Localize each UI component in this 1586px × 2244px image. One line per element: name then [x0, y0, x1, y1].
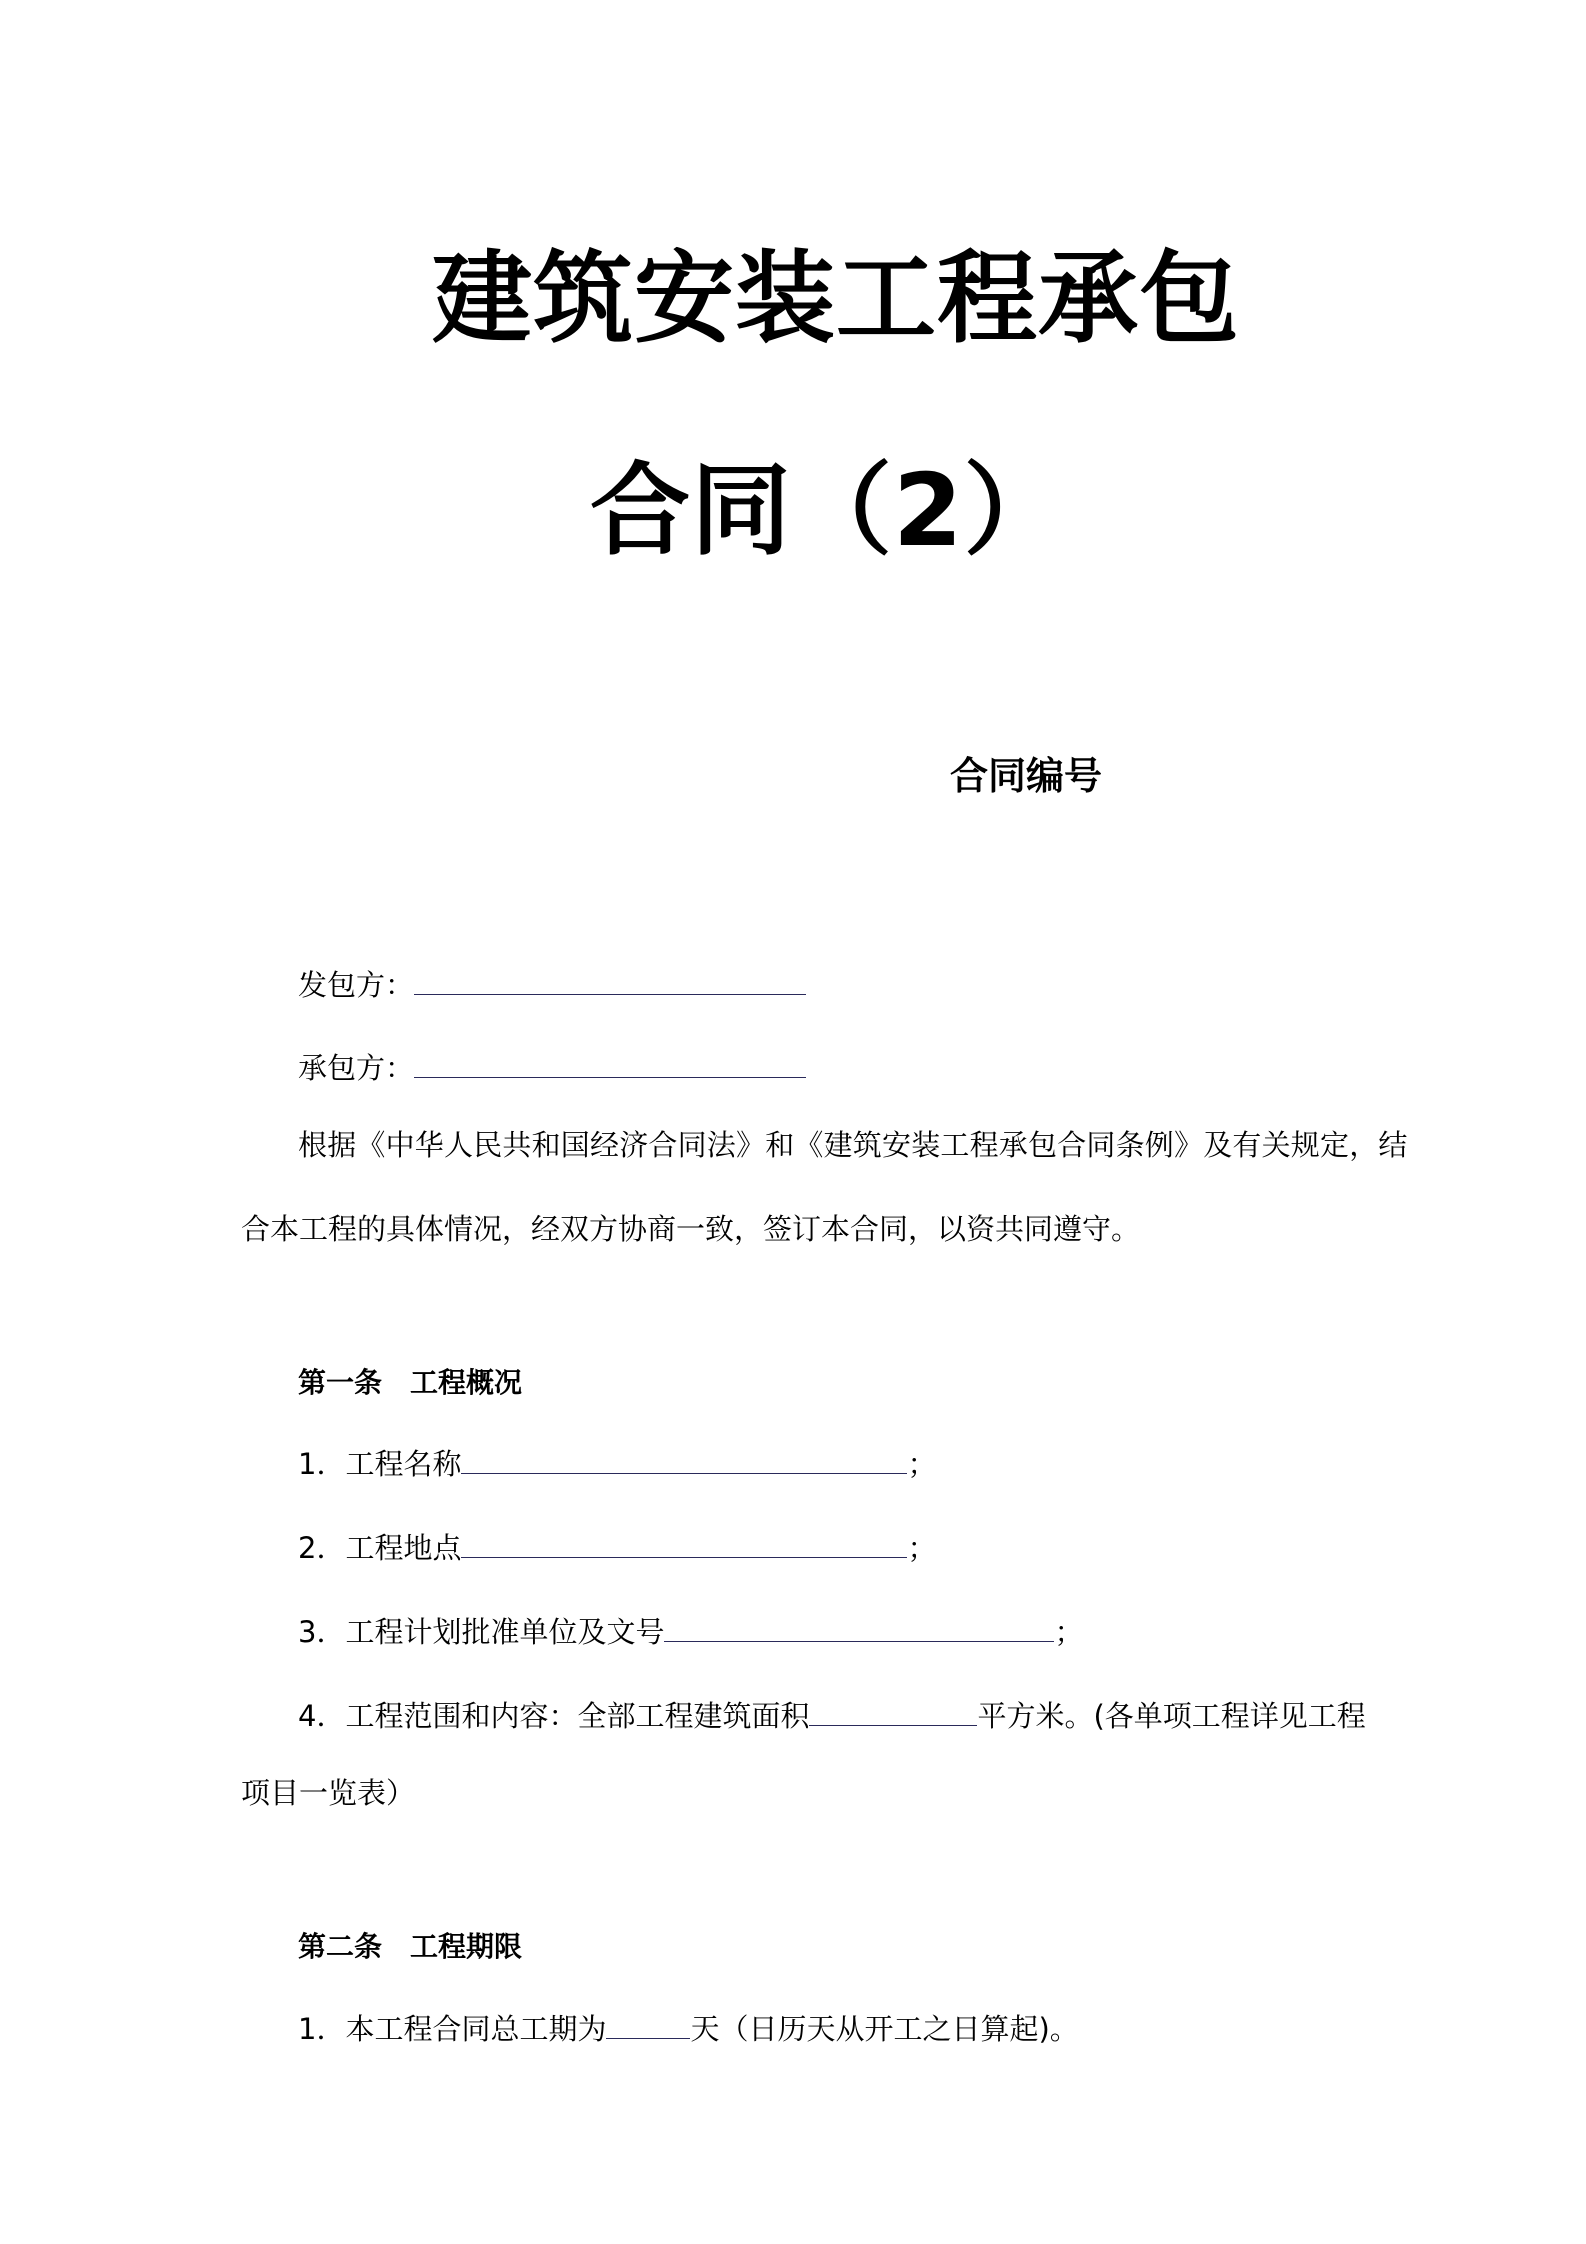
- intro-line2: 合本工程的具体情况，经双方协商一致，签订本合同，以资共同遵守。: [241, 1212, 1141, 1246]
- article1-heading: 第一条 工程概况: [298, 1366, 523, 1399]
- item1-label: 1．工程名称: [298, 1447, 462, 1481]
- approval-unit-blank[interactable]: [664, 1611, 1054, 1642]
- item1-end: ；: [907, 1447, 937, 1481]
- article1-item2: [298, 1527, 936, 1563]
- item2-label: 2．工程地点: [298, 1531, 462, 1565]
- a2-item1-end: 天（日历天从开工之日算起)。: [690, 2012, 1079, 2046]
- article1-item3: [298, 1611, 1083, 1647]
- item3-end: ；: [1054, 1615, 1084, 1649]
- employer-line: [298, 964, 806, 1000]
- article2-item1: [298, 2008, 1079, 2044]
- contractor-label: 承包方：: [298, 1051, 415, 1085]
- employer-blank[interactable]: [414, 964, 806, 995]
- document-title-line1: 建筑安装工程承包: [432, 240, 1240, 357]
- duration-days-blank[interactable]: [606, 2008, 690, 2039]
- item3-label: 3．工程计划批准单位及文号: [298, 1615, 665, 1649]
- document-title-line2: 合同（2）: [590, 452, 1065, 569]
- item4-label: 4．工程范围和内容：全部工程建筑面积: [298, 1699, 810, 1733]
- employer-label: 发包方：: [298, 968, 415, 1002]
- article2-heading: 第二条 工程期限: [298, 1930, 523, 1963]
- item2-end: ；: [907, 1531, 937, 1565]
- contractor-line: [298, 1047, 806, 1083]
- intro-line1: 根据《中华人民共和国经济合同法》和《建筑安装工程承包合同条例》及有关规定，结: [298, 1128, 1408, 1162]
- contract-number-label: 合同编号: [950, 754, 1103, 798]
- article1-item4: [298, 1695, 1366, 1731]
- contractor-blank[interactable]: [414, 1047, 806, 1078]
- article1-item4-cont: 项目一览表）: [241, 1776, 416, 1810]
- article1-item1: [298, 1443, 936, 1479]
- item4-mid: 平方米。(各单项工程详见工程: [977, 1699, 1366, 1733]
- project-name-blank[interactable]: [461, 1443, 907, 1474]
- floor-area-blank[interactable]: [809, 1695, 977, 1726]
- project-location-blank[interactable]: [461, 1527, 907, 1558]
- a2-item1-label: 1．本工程合同总工期为: [298, 2012, 607, 2046]
